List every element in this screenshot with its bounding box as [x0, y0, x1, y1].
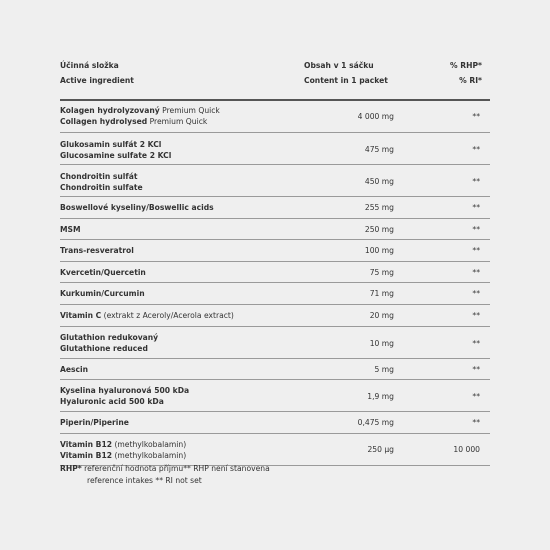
ingredient-name: Aescin: [60, 364, 89, 374]
ingredient-name: Kyselina hyaluronová 500 kDa Hyaluronic acid 500 kDa: [60, 386, 190, 407]
header-rhp-cz: % RHP*: [450, 61, 482, 70]
ingredient-amount: 75 mg: [369, 267, 394, 277]
ingredient-name: Vitamin C (extrakt z Aceroly/Acerola extract): [60, 310, 234, 320]
nutrition-table: [60, 58, 490, 466]
ingredient-rhp: **: [472, 364, 480, 374]
ingredient-rhp: **: [472, 112, 480, 121]
ingredient-amount: 5 mg: [374, 364, 394, 374]
ingredient-name: Kurkumin/Curcumin: [60, 289, 145, 299]
ingredient-rhp: **: [472, 267, 480, 277]
table-row: [60, 380, 490, 412]
ingredient-amount: 4 000 mg: [357, 112, 394, 121]
ingredient-amount: 0,475 mg: [357, 418, 394, 428]
ingredient-rhp: **: [472, 224, 480, 234]
ingredient-rhp: **: [472, 177, 480, 186]
ingredient-name: Glutathion redukovaný Glutathione reduced: [60, 332, 159, 353]
table-row: [60, 412, 490, 434]
ingredient-rhp: **: [472, 392, 480, 402]
header-ingredient: [60, 58, 134, 88]
ingredient-amount: 10 mg: [369, 338, 394, 348]
ingredient-rhp: **: [472, 310, 480, 320]
ingredient-name: Chondroitin sulfát Chondroitin sulfate: [60, 172, 143, 192]
ingredient-rhp: **: [472, 289, 480, 299]
ingredient-rhp: **: [472, 338, 480, 348]
ingredient-name: Kolagen hydrolyzovaný Premium Quick Collagen hydrolysed Premium Quick: [60, 106, 220, 126]
table-row: [60, 283, 490, 305]
ingredient-rhp: **: [472, 145, 480, 154]
table-row: [60, 305, 490, 327]
table-row: [60, 133, 490, 165]
footnote: [60, 463, 270, 487]
ingredient-name: MSM: [60, 224, 81, 234]
table-row: [60, 327, 490, 359]
ingredient-name: Kvercetin/Quercetin: [60, 267, 146, 277]
ingredient-amount: 20 mg: [369, 310, 394, 320]
ingredient-name: Piperin/Piperine: [60, 418, 129, 428]
ingredient-amount: 250 µg: [367, 444, 394, 454]
ingredient-amount: 100 mg: [364, 246, 394, 256]
ingredient-amount: 71 mg: [369, 289, 394, 299]
ingredient-rhp: **: [472, 418, 480, 428]
table-header: [60, 58, 490, 94]
ingredient-name: Vitamin B12 (methylkobalamin) Vitamin B12 (methylkobalamin): [60, 439, 187, 460]
ingredient-amount: 1,9 mg: [367, 392, 394, 402]
ingredient-rhp: **: [472, 246, 480, 256]
ingredient-amount: 475 mg: [364, 145, 394, 154]
header-content-en: Content in 1 packet: [304, 76, 388, 85]
ingredient-rhp: 10 000: [453, 444, 480, 454]
ingredient-name: Glukosamin sulfát 2 KCl Glucosamine sulfate 2 KCl: [60, 140, 172, 160]
ingredient-name: Boswellové kyseliny/Boswellic acids: [60, 203, 214, 212]
header-ingredient-cz: Účinná složka: [60, 61, 119, 70]
table-row: [60, 165, 490, 197]
header-ingredient-en: Active ingredient: [60, 76, 134, 85]
table-row: [60, 240, 490, 262]
ingredient-name: Trans-resveratrol: [60, 246, 134, 256]
table-row: [60, 434, 490, 466]
footnote-line-cz: referenční hodnota příjmu** RHP není stanovena: [81, 464, 270, 473]
ingredient-amount: 250 mg: [364, 224, 394, 234]
table-row: [60, 101, 490, 133]
table-row: [60, 197, 490, 219]
table-row: [60, 219, 490, 241]
header-content-cz: Obsah v 1 sáčku: [304, 61, 374, 70]
ingredient-amount: 255 mg: [364, 203, 394, 212]
header-rhp-en: % RI*: [459, 76, 482, 85]
ingredient-rhp: **: [472, 203, 480, 212]
header-content: [304, 58, 388, 88]
footnote-label: RHP*: [60, 464, 82, 473]
ingredient-amount: 450 mg: [364, 177, 394, 186]
table-row: [60, 359, 490, 381]
table-row: [60, 262, 490, 284]
header-rhp: [450, 58, 482, 88]
footnote-line-en: reference intakes ** RI not set: [87, 476, 202, 485]
